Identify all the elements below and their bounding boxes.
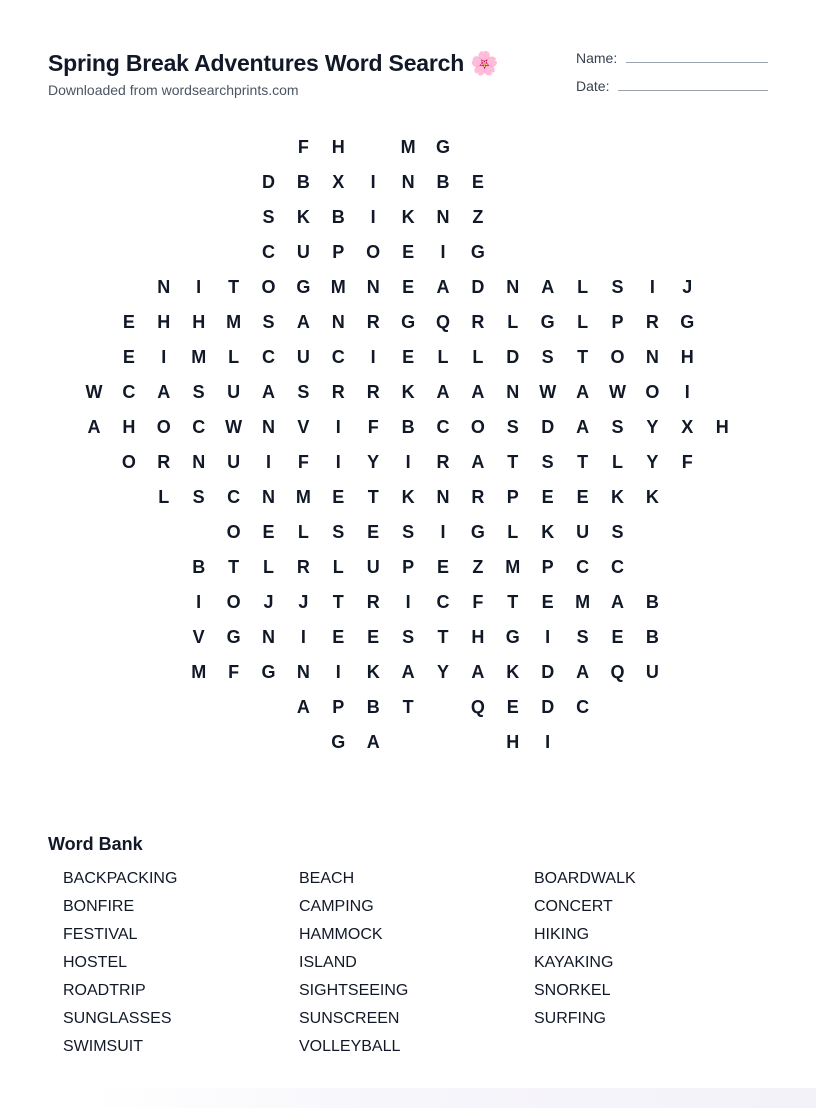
grid-letter[interactable]: F xyxy=(681,452,693,472)
grid-letter[interactable]: G xyxy=(470,522,485,542)
grid-letter[interactable]: T xyxy=(577,347,589,367)
grid-letter[interactable]: N xyxy=(506,382,520,402)
grid-letter[interactable]: A xyxy=(436,277,450,297)
grid-letter[interactable]: I xyxy=(440,522,446,542)
grid-letter[interactable]: R xyxy=(436,452,450,472)
grid-letter[interactable]: L xyxy=(577,277,589,297)
grid-letter[interactable]: E xyxy=(611,627,624,647)
grid-letter[interactable]: R xyxy=(645,312,659,332)
grid-letter[interactable]: X xyxy=(332,172,345,192)
grid-letter[interactable]: V xyxy=(192,627,205,647)
grid-letter[interactable]: K xyxy=(366,662,380,682)
grid-letter[interactable]: Y xyxy=(436,662,449,682)
grid-letter[interactable]: D xyxy=(471,277,485,297)
grid-letter[interactable]: N xyxy=(262,487,275,507)
source-subtitle: Downloaded from wordsearchprints.com xyxy=(48,82,299,98)
grid-letter[interactable]: J xyxy=(682,277,693,297)
grid-letter[interactable]: P xyxy=(332,242,345,262)
word-bank-item: ISLAND xyxy=(299,954,357,971)
grid-letter[interactable]: E xyxy=(436,557,449,577)
grid-letter[interactable]: Q xyxy=(470,697,485,717)
grid-letter[interactable]: A xyxy=(87,417,101,437)
grid-letter[interactable]: Q xyxy=(610,662,625,682)
grid-letter[interactable]: O xyxy=(645,382,660,402)
grid-letter[interactable]: D xyxy=(541,417,555,437)
grid-letter[interactable]: B xyxy=(366,697,380,717)
grid-letter[interactable]: R xyxy=(471,487,485,507)
grid-letter[interactable]: E xyxy=(471,172,484,192)
grid-letter[interactable]: K xyxy=(541,522,555,542)
grid-letter[interactable]: M xyxy=(226,312,242,332)
grid-letter[interactable]: R xyxy=(296,557,310,577)
grid-letter[interactable]: S xyxy=(262,207,275,227)
grid-letter[interactable]: C xyxy=(331,347,345,367)
grid-letter[interactable]: A xyxy=(296,697,310,717)
grid-letter[interactable]: E xyxy=(367,627,380,647)
grid-letter[interactable]: N xyxy=(506,277,520,297)
grid-letter[interactable]: A xyxy=(611,592,624,612)
grid-letter[interactable]: I xyxy=(265,452,271,472)
grid-letter[interactable]: C xyxy=(436,417,450,437)
grid-letter[interactable]: O xyxy=(261,277,276,297)
grid-letter[interactable]: W xyxy=(609,382,626,402)
grid-letter[interactable]: W xyxy=(539,382,557,402)
grid-letter[interactable]: E xyxy=(541,592,554,612)
grid-letter[interactable]: B xyxy=(645,627,659,647)
grid-letter[interactable]: O xyxy=(226,522,241,542)
grid-letter[interactable]: G xyxy=(331,732,346,752)
grid-letter[interactable]: U xyxy=(576,522,590,542)
grid-letter[interactable]: M xyxy=(191,662,207,682)
grid-letter[interactable]: N xyxy=(296,662,310,682)
grid-letter[interactable]: L xyxy=(158,487,170,507)
word-bank-item: BONFIRE xyxy=(63,898,135,915)
grid-letter[interactable]: I xyxy=(300,627,306,647)
grid-letter[interactable]: F xyxy=(472,592,484,612)
grid-letter[interactable]: G xyxy=(401,312,416,332)
grid-letter[interactable]: I xyxy=(196,277,202,297)
grid-letter[interactable]: N xyxy=(401,172,415,192)
grid-letter[interactable]: J xyxy=(263,592,274,612)
grid-letter[interactable]: P xyxy=(506,487,519,507)
grid-letter[interactable]: R xyxy=(331,382,345,402)
grid-letter[interactable]: A xyxy=(157,382,171,402)
grid-letter[interactable]: E xyxy=(576,487,589,507)
grid-letter[interactable]: T xyxy=(332,592,344,612)
grid-letter[interactable]: I xyxy=(440,242,446,262)
grid-letter[interactable]: N xyxy=(331,312,345,332)
grid-letter[interactable]: M xyxy=(575,592,591,612)
grid-letter[interactable]: Z xyxy=(472,557,484,577)
grid-letter[interactable]: F xyxy=(228,662,240,682)
grid-letter[interactable]: R xyxy=(366,312,380,332)
grid-letter[interactable]: A xyxy=(576,662,590,682)
word-bank-item: ROADTRIP xyxy=(63,982,146,999)
grid-letter[interactable]: A xyxy=(296,312,310,332)
grid-letter[interactable]: T xyxy=(507,592,519,612)
grid-letter[interactable]: B xyxy=(331,207,345,227)
grid-letter[interactable]: A xyxy=(366,732,380,752)
grid-letter[interactable]: N xyxy=(645,347,659,367)
grid-letter[interactable]: A xyxy=(541,277,555,297)
grid-letter[interactable]: G xyxy=(505,627,520,647)
grid-letter[interactable]: O xyxy=(156,417,171,437)
word-bank-item: BEACH xyxy=(299,870,355,887)
grid-letter[interactable]: K xyxy=(401,207,415,227)
grid-letter[interactable]: C xyxy=(227,487,241,507)
grid-letter[interactable]: B xyxy=(401,417,415,437)
grid-letter[interactable]: G xyxy=(435,137,450,157)
page-edge-shadow xyxy=(90,1088,816,1108)
grid-letter[interactable]: B xyxy=(192,557,206,577)
grid-letter[interactable]: C xyxy=(262,242,275,262)
grid-letter[interactable]: Z xyxy=(472,207,484,227)
grid-letter[interactable]: U xyxy=(645,662,659,682)
grid-letter[interactable]: S xyxy=(576,627,589,647)
grid-letter[interactable]: H xyxy=(122,417,136,437)
grid-letter[interactable]: D xyxy=(541,662,555,682)
grid-letter[interactable]: G xyxy=(261,662,276,682)
grid-letter[interactable]: T xyxy=(577,452,589,472)
grid-letter[interactable]: I xyxy=(335,662,341,682)
grid-letter[interactable]: G xyxy=(540,312,555,332)
grid-letter[interactable]: L xyxy=(612,452,623,472)
grid-letter[interactable]: T xyxy=(367,487,379,507)
grid-letter[interactable]: I xyxy=(370,207,376,227)
grid-letter[interactable]: N xyxy=(436,487,450,507)
grid-letter[interactable]: S xyxy=(332,522,345,542)
grid-letter[interactable]: W xyxy=(85,382,103,402)
grid-letter[interactable]: E xyxy=(332,627,345,647)
grid-letter[interactable]: A xyxy=(576,417,590,437)
grid-letter[interactable]: V xyxy=(297,417,310,437)
grid-letter[interactable]: I xyxy=(405,592,411,612)
grid-letter[interactable]: F xyxy=(297,137,309,157)
grid-letter[interactable]: C xyxy=(611,557,624,577)
grid-letter[interactable]: I xyxy=(545,627,551,647)
grid-letter[interactable]: M xyxy=(505,557,521,577)
grid-letter[interactable]: L xyxy=(228,347,240,367)
grid-letter[interactable]: K xyxy=(296,207,310,227)
grid-letter[interactable]: S xyxy=(297,382,310,402)
grid-letter[interactable]: X xyxy=(681,417,694,437)
word-bank-item: CONCERT xyxy=(534,898,613,915)
grid-letter[interactable]: B xyxy=(645,592,659,612)
grid-letter[interactable]: E xyxy=(332,487,345,507)
grid-letter[interactable]: E xyxy=(506,697,519,717)
word-bank-item: VOLLEYBALL xyxy=(299,1038,401,1055)
grid-letter[interactable]: R xyxy=(471,312,485,332)
grid-letter[interactable]: F xyxy=(367,417,379,437)
grid-letter[interactable]: U xyxy=(227,382,241,402)
grid-letter[interactable]: H xyxy=(471,627,485,647)
grid-letter[interactable]: O xyxy=(366,242,381,262)
grid-letter[interactable]: N xyxy=(157,277,171,297)
grid-letter[interactable]: P xyxy=(332,697,345,717)
word-bank-item: CAMPING xyxy=(299,898,374,915)
grid-letter[interactable]: G xyxy=(296,277,311,297)
grid-letter[interactable]: A xyxy=(436,382,450,402)
grid-letter[interactable]: L xyxy=(437,347,449,367)
grid-letter[interactable]: G xyxy=(226,627,241,647)
grid-letter[interactable]: A xyxy=(576,382,590,402)
word-bank-item: SNORKEL xyxy=(534,982,611,999)
grid-letter[interactable]: S xyxy=(262,312,275,332)
word-bank-item: BACKPACKING xyxy=(63,870,178,887)
grid-letter[interactable]: L xyxy=(332,557,344,577)
grid-letter[interactable]: K xyxy=(401,487,415,507)
grid-letter[interactable]: M xyxy=(295,487,311,507)
word-bank-item: HIKING xyxy=(534,926,590,943)
grid-letter[interactable]: A xyxy=(401,662,415,682)
grid-letter[interactable]: F xyxy=(297,452,309,472)
grid-letter[interactable]: M xyxy=(330,277,346,297)
word-bank-item: FESTIVAL xyxy=(63,926,138,943)
grid-letter[interactable]: L xyxy=(263,557,274,577)
grid-letter[interactable]: G xyxy=(680,312,695,332)
grid-letter[interactable]: S xyxy=(402,522,415,542)
grid-letter[interactable]: R xyxy=(157,452,171,472)
grid-letter[interactable]: C xyxy=(262,347,275,367)
word-bank-item: HAMMOCK xyxy=(299,926,383,943)
grid-letter[interactable]: G xyxy=(470,242,485,262)
grid-letter[interactable]: K xyxy=(506,662,520,682)
grid-letter[interactable]: R xyxy=(366,382,380,402)
grid-letter[interactable]: K xyxy=(611,487,624,507)
grid-letter[interactable]: I xyxy=(370,347,376,367)
grid-letter[interactable]: O xyxy=(121,452,136,472)
grid-letter[interactable]: N xyxy=(262,627,275,647)
grid-letter[interactable]: H xyxy=(680,347,694,367)
word-bank-heading: Word Bank xyxy=(48,834,143,854)
grid-letter[interactable]: I xyxy=(545,732,551,752)
grid-letter[interactable]: U xyxy=(296,347,310,367)
grid-letter[interactable]: I xyxy=(370,172,376,192)
grid-letter[interactable]: M xyxy=(400,137,416,157)
grid-letter[interactable]: I xyxy=(161,347,167,367)
grid-letter[interactable]: C xyxy=(576,697,590,717)
grid-letter[interactable]: P xyxy=(402,557,415,577)
grid-letter[interactable]: S xyxy=(611,277,624,297)
grid-letter[interactable]: L xyxy=(507,522,519,542)
grid-letter[interactable]: A xyxy=(471,382,485,402)
grid-letter[interactable]: E xyxy=(402,242,415,262)
grid-letter[interactable]: O xyxy=(610,347,625,367)
grid-letter[interactable]: E xyxy=(402,277,415,297)
grid-letter[interactable]: B xyxy=(436,172,450,192)
word-bank-item: HOSTEL xyxy=(63,954,128,971)
grid-letter[interactable]: K xyxy=(401,382,415,402)
grid-letter[interactable]: Q xyxy=(435,312,450,332)
grid-letter[interactable]: Y xyxy=(646,417,659,437)
word-bank-item: SIGHTSEEING xyxy=(299,982,409,999)
grid-letter[interactable]: E xyxy=(402,347,415,367)
grid-letter[interactable]: U xyxy=(227,452,241,472)
grid-letter[interactable]: Y xyxy=(646,452,659,472)
word-bank-item: SUNGLASSES xyxy=(63,1010,172,1027)
date-label: Date: xyxy=(576,78,610,94)
grid-letter[interactable]: I xyxy=(405,452,411,472)
grid-letter[interactable]: T xyxy=(507,452,519,472)
grid-letter[interactable]: C xyxy=(436,592,450,612)
grid-letter[interactable]: N xyxy=(436,207,450,227)
grid-letter[interactable]: O xyxy=(470,417,485,437)
grid-letter[interactable]: U xyxy=(296,242,310,262)
grid-letter[interactable]: S xyxy=(611,522,624,542)
grid-letter[interactable]: A xyxy=(262,382,275,402)
grid-letter[interactable]: Y xyxy=(367,452,380,472)
grid-letter[interactable]: T xyxy=(437,627,449,647)
grid-letter[interactable]: A xyxy=(471,662,485,682)
grid-letter[interactable]: J xyxy=(298,592,309,612)
grid-letter[interactable]: S xyxy=(192,382,205,402)
grid-letter[interactable]: T xyxy=(402,697,414,717)
grid-letter[interactable]: N xyxy=(262,417,275,437)
grid-letter[interactable]: S xyxy=(541,452,554,472)
grid-letter[interactable]: W xyxy=(225,417,243,437)
grid-letter[interactable]: H xyxy=(506,732,520,752)
name-label: Name: xyxy=(576,50,618,66)
page-title: Spring Break Adventures Word Search 🌸 xyxy=(48,50,499,76)
grid-letter[interactable]: C xyxy=(192,417,206,437)
grid-letter[interactable]: L xyxy=(577,312,589,332)
grid-letter[interactable]: S xyxy=(402,627,415,647)
grid-letter[interactable]: S xyxy=(541,347,554,367)
grid-letter[interactable]: H xyxy=(157,312,171,332)
word-bank-item: SUNSCREEN xyxy=(299,1010,400,1027)
grid-letter[interactable]: R xyxy=(366,592,380,612)
grid-letter[interactable]: L xyxy=(507,312,519,332)
grid-letter[interactable]: U xyxy=(366,557,380,577)
word-bank-item: KAYAKING xyxy=(534,954,614,971)
grid-letter[interactable]: L xyxy=(297,522,309,542)
grid-letter[interactable]: T xyxy=(228,277,240,297)
grid-letter[interactable]: H xyxy=(331,137,345,157)
word-bank-item: BOARDWALK xyxy=(534,870,636,887)
grid-letter[interactable]: B xyxy=(296,172,310,192)
grid-letter[interactable]: H xyxy=(715,417,729,437)
word-bank-item: SWIMSUIT xyxy=(63,1038,143,1055)
grid-letter[interactable]: S xyxy=(192,487,205,507)
grid-letter[interactable]: I xyxy=(196,592,202,612)
grid-letter[interactable]: E xyxy=(122,347,135,367)
grid-letter[interactable]: D xyxy=(506,347,520,367)
grid-letter[interactable]: I xyxy=(335,417,341,437)
grid-letter[interactable]: D xyxy=(541,697,555,717)
grid-letter[interactable]: I xyxy=(335,452,341,472)
grid-letter[interactable]: I xyxy=(684,382,690,402)
grid-letter[interactable]: S xyxy=(506,417,519,437)
grid-letter[interactable]: H xyxy=(192,312,206,332)
grid-letter[interactable]: P xyxy=(611,312,624,332)
grid-letter[interactable]: P xyxy=(541,557,554,577)
grid-letter[interactable]: D xyxy=(262,172,275,192)
grid-letter[interactable]: T xyxy=(228,557,240,577)
grid-letter[interactable]: E xyxy=(541,487,554,507)
grid-letter[interactable]: C xyxy=(576,557,590,577)
word-bank-item: SURFING xyxy=(534,1010,606,1027)
grid-letter[interactable]: N xyxy=(192,452,206,472)
grid-letter[interactable]: L xyxy=(472,347,484,367)
grid-letter[interactable]: N xyxy=(366,277,380,297)
grid-letter[interactable]: E xyxy=(122,312,135,332)
grid-letter[interactable]: K xyxy=(645,487,659,507)
grid-letter[interactable]: E xyxy=(367,522,380,542)
grid-letter[interactable]: A xyxy=(471,452,485,472)
grid-letter[interactable]: E xyxy=(262,522,275,542)
grid-letter[interactable]: I xyxy=(649,277,655,297)
grid-letter[interactable]: O xyxy=(226,592,241,612)
grid-letter[interactable]: S xyxy=(611,417,624,437)
grid-letter[interactable]: M xyxy=(191,347,207,367)
grid-letter[interactable]: C xyxy=(122,382,136,402)
